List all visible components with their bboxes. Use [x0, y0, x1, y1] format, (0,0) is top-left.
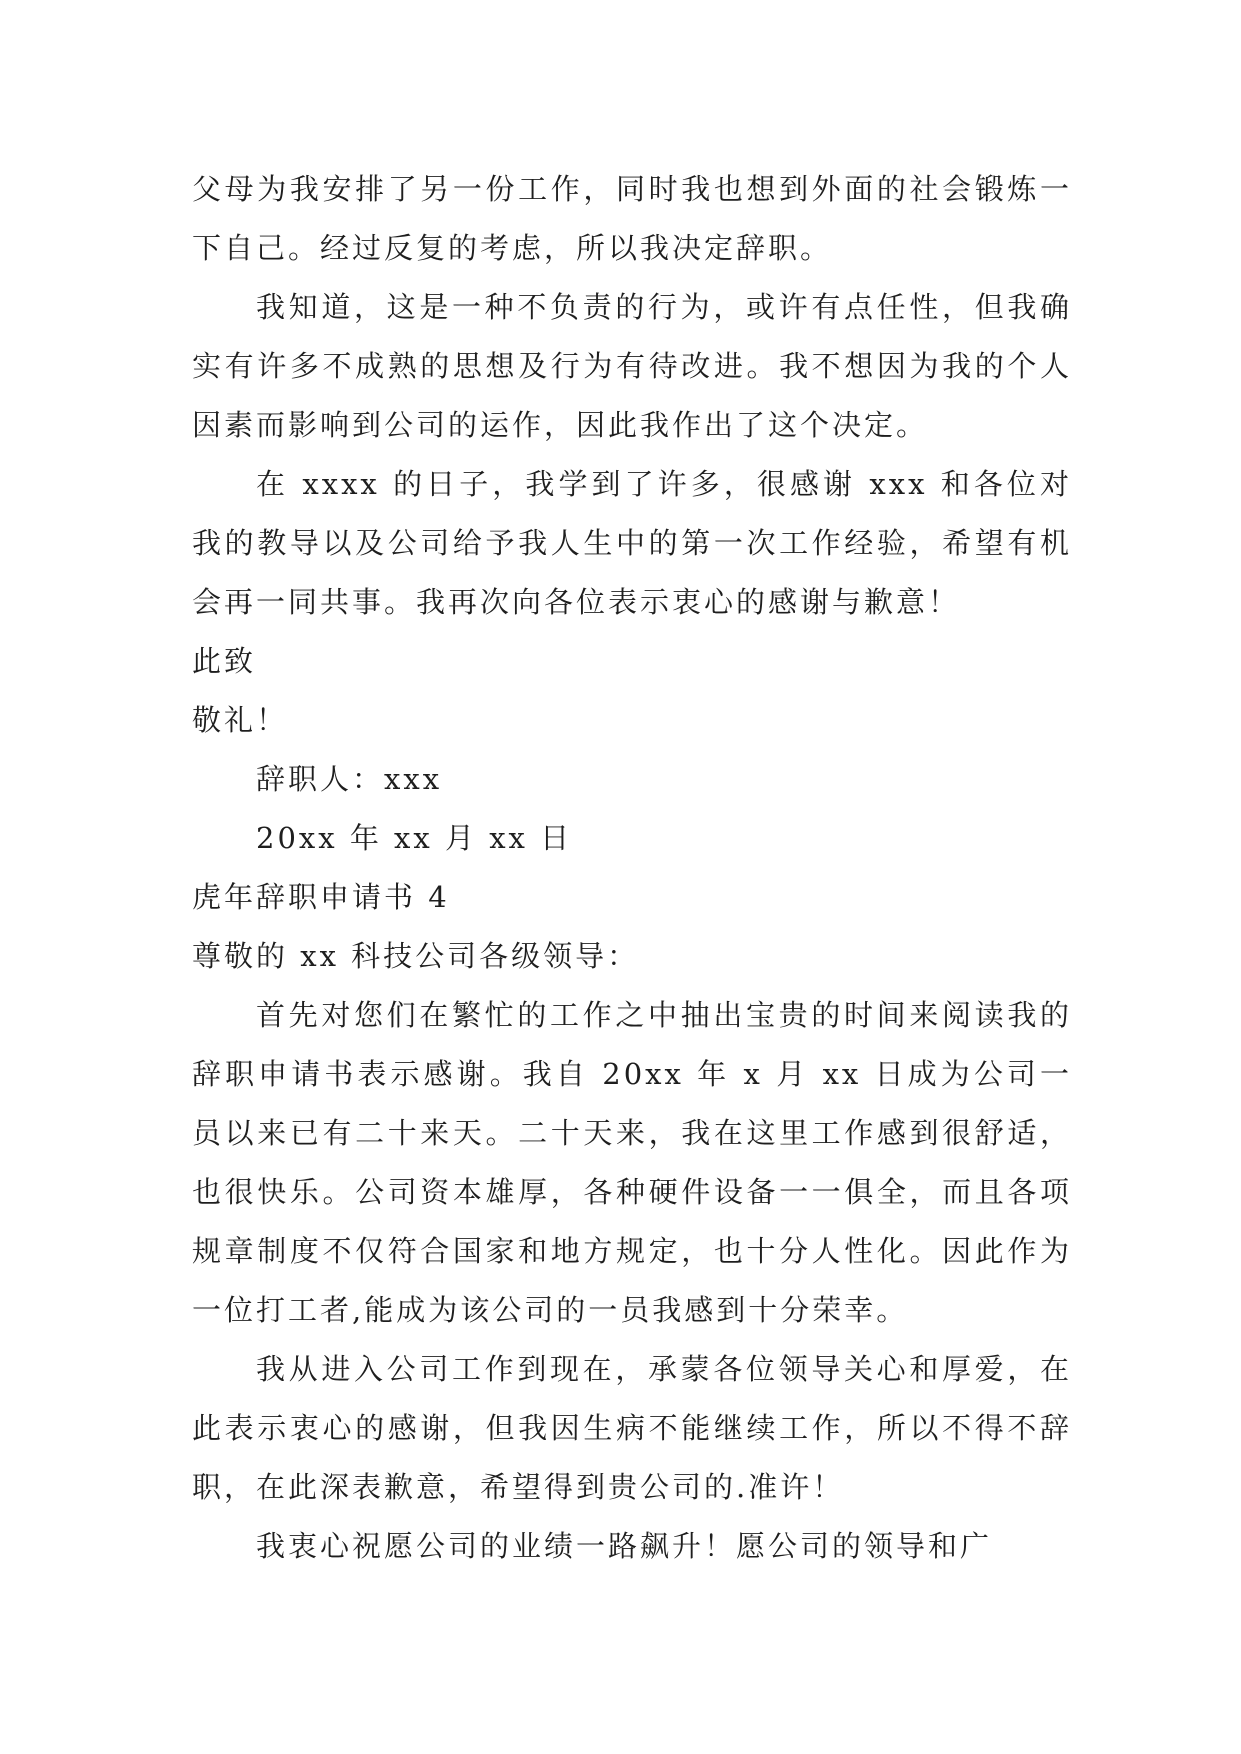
paragraph-1: 父母为我安排了另一份工作，同时我也想到外面的社会锻炼一下自己。经过反复的考虑，所以我决定辞职。 — [192, 172, 1072, 265]
salutation: 尊敬的 xx 科技公司各级领导： — [192, 939, 640, 973]
date-line: 20xx 年 xx 月 xx 日 — [256, 821, 573, 855]
section-title: 虎年辞职申请书 4 — [192, 880, 450, 914]
signer-line: 辞职人：xxx — [256, 762, 443, 796]
paragraph-5: 我从进入公司工作到现在，承蒙各位领导关心和厚爱，在此表示衷心的感谢，但我因生病不能继续工作，所以不得不辞职，在此深表歉意，希望得到贵公司的.准许！ — [192, 1352, 1072, 1504]
closing-line-2: 敬礼！ — [192, 703, 289, 737]
paragraph-3: 在 xxxx 的日子，我学到了许多，很感谢 xxx 和各位对我的教导以及公司给予我人生中的第一次工作经验，希望有机会再一同共事。我再次向各位表示衷心的感谢与歉意！ — [192, 467, 1072, 619]
paragraph-2: 我知道，这是一种不负责的行为，或许有点任性，但我确实有许多不成熟的思想及行为有待改进。我不想因为我的个人因素而影响到公司的运作，因此我作出了这个决定。 — [192, 290, 1072, 442]
paragraph-6: 我衷心祝愿公司的业绩一路飙升！愿公司的领导和广 — [256, 1529, 993, 1563]
closing-line-1: 此致 — [192, 644, 257, 678]
document-body — [192, 160, 1072, 1576]
paragraph-4: 首先对您们在繁忙的工作之中抽出宝贵的时间来阅读我的辞职申请书表示感谢。我自 20xx 年 x 月 xx 日成为公司一员以来已有二十来天。二十天来，我在这里工作感到很舒适，也很快乐。公司资本雄厚，各种硬件设备一一俱全，而且各项规章制度不仅符合国家和地方规定，也十分人性化。因此作为一位打工者,能成为该公司的一员我感到十分荣幸。 — [192, 998, 1072, 1327]
